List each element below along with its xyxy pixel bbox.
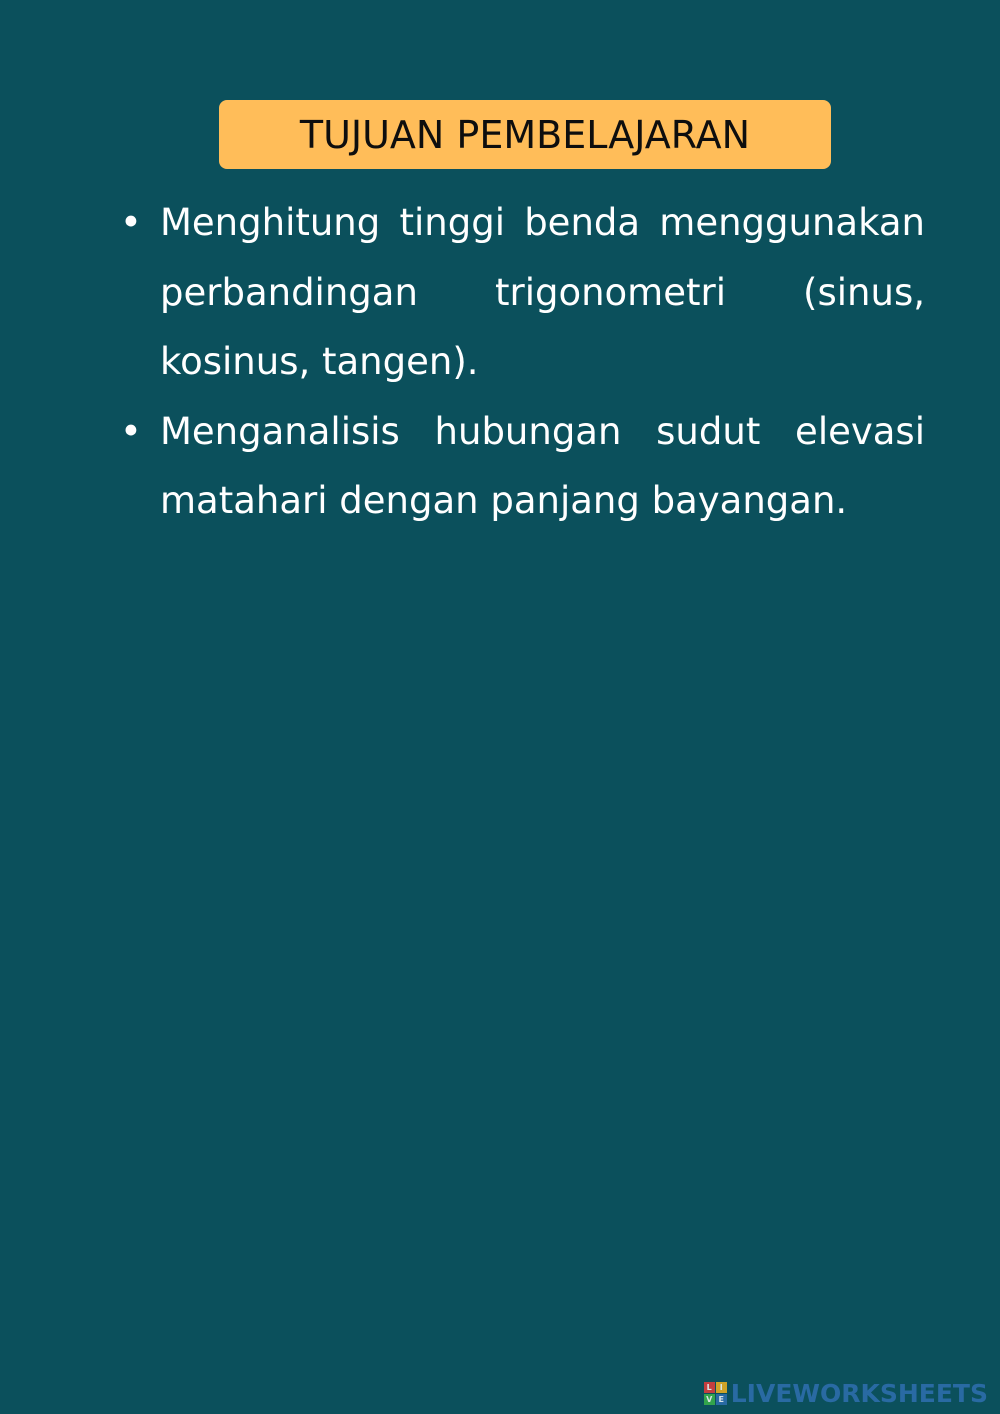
liveworksheets-logo-icon bbox=[704, 1382, 727, 1405]
objectives-list bbox=[110, 188, 925, 536]
liveworksheets-watermark bbox=[704, 1379, 988, 1408]
list-item bbox=[110, 397, 925, 536]
bullet-icon: • bbox=[120, 201, 142, 244]
list-item bbox=[110, 188, 925, 397]
title-banner bbox=[219, 100, 831, 169]
logo-letter: E bbox=[716, 1394, 727, 1405]
objective-text: Menghitung tinggi benda menggunakan perbandingan trigonometri (sinus, kosinus, tangen). bbox=[160, 201, 925, 383]
page-title: TUJUAN PEMBELAJARAN bbox=[299, 112, 751, 157]
logo-letter: L bbox=[704, 1382, 715, 1393]
logo-letter: V bbox=[704, 1394, 715, 1405]
bullet-icon: • bbox=[120, 409, 142, 453]
watermark-text: LIVEWORKSHEETS bbox=[730, 1379, 988, 1408]
objective-text: Menganalisis hubungan sudut elevasi matahari dengan panjang bayangan. bbox=[160, 409, 925, 522]
logo-letter: I bbox=[716, 1382, 727, 1393]
